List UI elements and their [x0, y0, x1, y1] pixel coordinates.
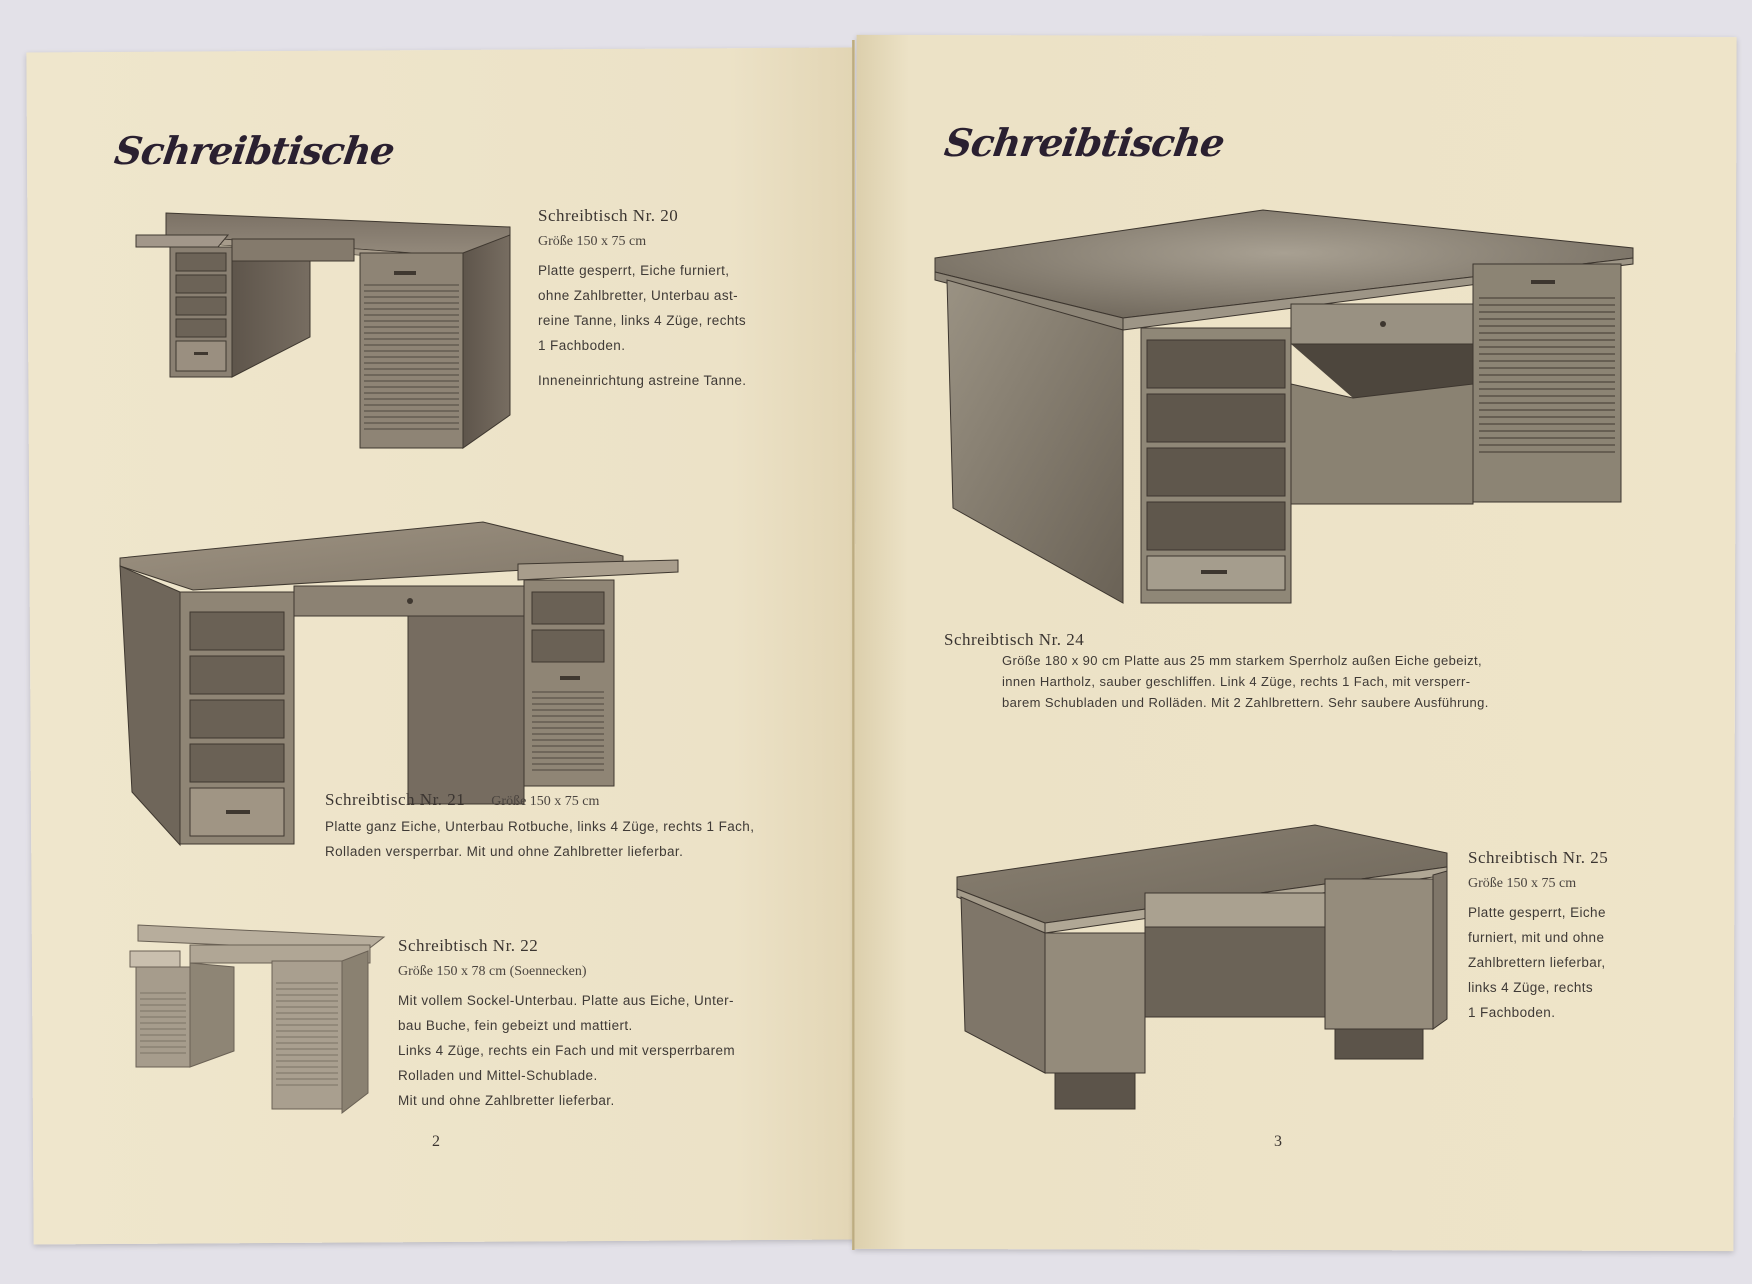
left-page-heading: Schreibtische — [111, 128, 397, 173]
desk-nr21-title: Schreibtisch Nr. 21 — [325, 790, 466, 809]
desk-nr22-illustration — [126, 923, 388, 1115]
desk-nr20-note: Inneneinrichtung astreine Tanne. — [538, 373, 747, 388]
right-page-heading: Schreibtische — [941, 120, 1227, 165]
desk-nr22-body-line: Rolladen und Mittel-Schublade. — [398, 1068, 598, 1083]
desk-nr20-title: Schreibtisch Nr. 20 — [538, 206, 679, 225]
desk-nr24-description — [944, 630, 1584, 713]
desk-nr20-body-line: reine Tanne, links 4 Züge, rechts — [538, 313, 747, 328]
desk-nr22-title: Schreibtisch Nr. 22 — [398, 936, 539, 955]
desk-nr24-title: Schreibtisch Nr. 24 — [944, 630, 1085, 649]
desk-nr24-body-line: barem Schubladen und Rolläden. Mit 2 Zahlbrettern. Sehr saubere Ausführung. — [1002, 695, 1489, 710]
desk-nr25-illustration — [955, 823, 1450, 1113]
desk-nr22-body-line: Links 4 Züge, rechts ein Fach und mit versperrbarem — [398, 1043, 736, 1058]
desk-nr25-body-line: Platte gesperrt, Eiche — [1468, 905, 1606, 920]
desk-nr24-illustration — [933, 208, 1635, 608]
page-number-right: 3 — [1274, 1133, 1282, 1150]
desk-nr21-size: Größe 150 x 75 cm — [491, 794, 600, 809]
desk-nr21-body-line: Platte ganz Eiche, Unterbau Rotbuche, links 4 Züge, rechts 1 Fach, — [325, 819, 755, 834]
desk-nr22-body-line: bau Buche, fein gebeizt und mattiert. — [398, 1018, 633, 1033]
desk-nr25-description — [1468, 848, 1658, 1025]
booklet-gutter — [852, 40, 855, 1250]
desk-nr22-body-line: Mit und ohne Zahlbretter lieferbar. — [398, 1093, 615, 1108]
page-number-left: 2 — [432, 1133, 440, 1150]
desk-nr22-description — [398, 936, 778, 1113]
desk-nr25-body-line: Zahlbrettern lieferbar, — [1468, 955, 1606, 970]
desk-nr25-size: Größe 150 x 75 cm — [1468, 876, 1577, 891]
desk-nr21-body-line: Rolladen versperrbar. Mit und ohne Zahlbretter lieferbar. — [325, 844, 684, 859]
desk-nr20-illustration — [128, 205, 518, 450]
desk-nr24-body-line: Größe 180 x 90 cm Platte aus 25 mm starkem Sperrholz außen Eiche gebeizt, — [1002, 653, 1483, 668]
desk-nr24-body-line: innen Hartholz, sauber geschliffen. Link 4 Züge, rechts 1 Fach, mit versperr- — [1002, 674, 1471, 689]
desk-nr20-body-line: Platte gesperrt, Eiche furniert, — [538, 263, 730, 278]
desk-nr20-body-line: ohne Zahlbretter, Unterbau ast- — [538, 288, 739, 303]
desk-nr20-size: Größe 150 x 75 cm — [538, 234, 647, 249]
desk-nr25-title: Schreibtisch Nr. 25 — [1468, 848, 1609, 867]
desk-nr20-description — [538, 206, 778, 393]
desk-nr25-body-line: 1 Fachboden. — [1468, 1005, 1556, 1020]
desk-nr22-size: Größe 150 x 78 cm (Soennecken) — [398, 964, 587, 979]
desk-nr25-body-line: furniert, mit und ohne — [1468, 930, 1605, 945]
desk-nr22-body-line: Mit vollem Sockel-Unterbau. Platte aus Eiche, Unter- — [398, 993, 734, 1008]
desk-nr21-description — [325, 790, 785, 864]
desk-nr25-body-line: links 4 Züge, rechts — [1468, 980, 1594, 995]
desk-nr20-body-line: 1 Fachboden. — [538, 338, 626, 353]
